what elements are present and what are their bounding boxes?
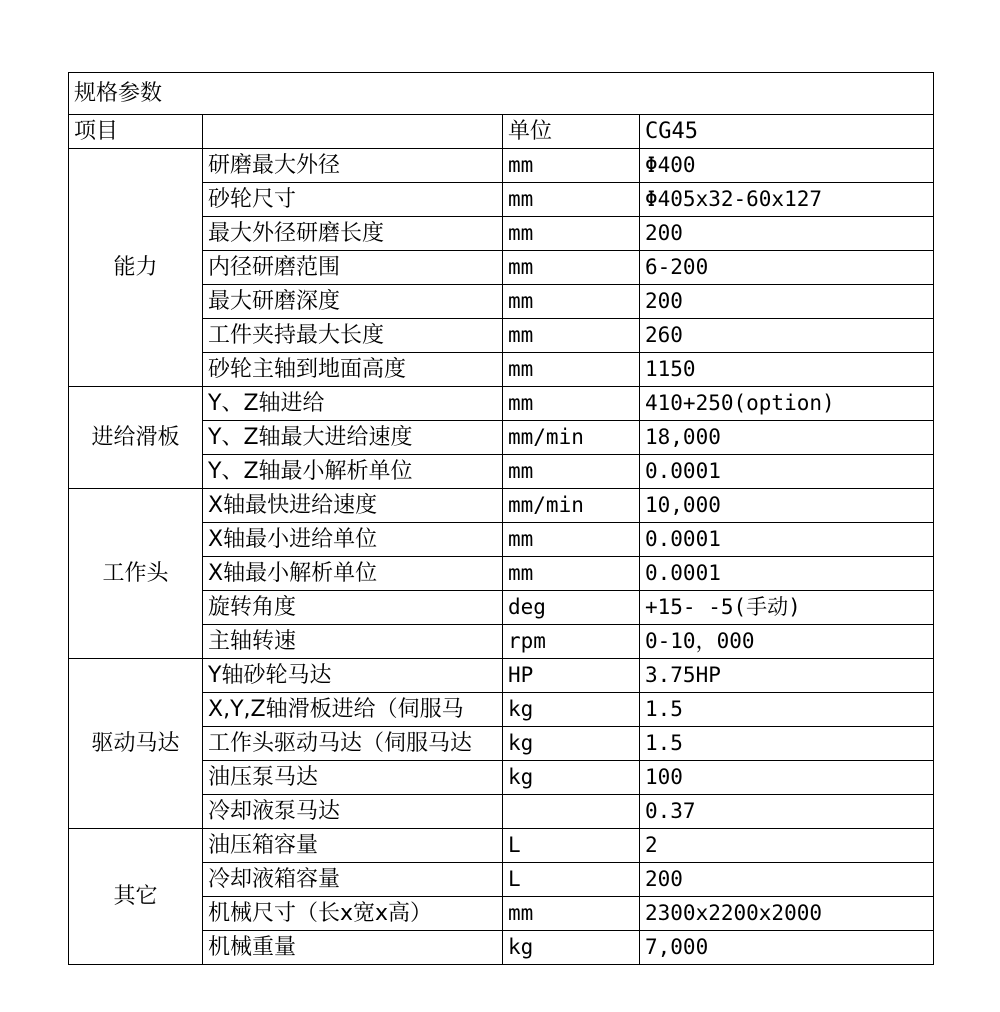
spec-value: +15- -5(手动) (640, 591, 934, 625)
spec-value: 10,000 (640, 489, 934, 523)
spec-unit: mm (503, 455, 640, 489)
spec-label: 工作头驱动马达（伺服马达 (203, 727, 503, 761)
spec-unit: mm/min (503, 489, 640, 523)
header-model: CG45 (640, 115, 934, 149)
spec-table (68, 72, 934, 965)
spec-label: 砂轮主轴到地面高度 (203, 353, 503, 387)
spec-unit: mm (503, 149, 640, 183)
spec-unit: L (503, 863, 640, 897)
spec-label: 油压箱容量 (203, 829, 503, 863)
group-label: 驱动马达 (69, 659, 203, 829)
spec-value: 200 (640, 863, 934, 897)
group-label: 其它 (69, 829, 203, 965)
spec-unit: kg (503, 693, 640, 727)
spec-value: 0.0001 (640, 455, 934, 489)
spec-value: 200 (640, 285, 934, 319)
table-title: 规格参数 (69, 73, 934, 115)
spec-label: 砂轮尺寸 (203, 183, 503, 217)
table-row (69, 149, 934, 183)
table-row (69, 659, 934, 693)
spec-unit: mm (503, 183, 640, 217)
spec-unit: mm (503, 251, 640, 285)
spec-label: Y轴砂轮马达 (203, 659, 503, 693)
spec-value: 1150 (640, 353, 934, 387)
spec-value: Φ405x32-60x127 (640, 183, 934, 217)
spec-label: 冷却液箱容量 (203, 863, 503, 897)
spec-unit: deg (503, 591, 640, 625)
spec-value: 260 (640, 319, 934, 353)
spec-label: Y、Z轴最小解析单位 (203, 455, 503, 489)
spec-label: X,Y,Z轴滑板进给（伺服马 (203, 693, 503, 727)
spec-value: 7,000 (640, 931, 934, 965)
spec-label: 工件夹持最大长度 (203, 319, 503, 353)
spec-unit: mm/min (503, 421, 640, 455)
table-row (69, 387, 934, 421)
spec-label: Y、Z轴最大进给速度 (203, 421, 503, 455)
spec-label: 主轴转速 (203, 625, 503, 659)
spec-label: 最大外径研磨长度 (203, 217, 503, 251)
spec-unit: mm (503, 557, 640, 591)
spec-value: 3.75HP (640, 659, 934, 693)
spec-unit: kg (503, 727, 640, 761)
spec-value: 200 (640, 217, 934, 251)
spec-unit: mm (503, 387, 640, 421)
spec-unit (503, 795, 640, 829)
spec-unit: rpm (503, 625, 640, 659)
spec-label: 油压泵马达 (203, 761, 503, 795)
spec-unit: mm (503, 285, 640, 319)
spec-label: 旋转角度 (203, 591, 503, 625)
spec-unit: HP (503, 659, 640, 693)
group-label: 进给滑板 (69, 387, 203, 489)
spec-label: 冷却液泵马达 (203, 795, 503, 829)
header-item: 项目 (69, 115, 203, 149)
spec-value: Φ400 (640, 149, 934, 183)
group-label: 工作头 (69, 489, 203, 659)
spec-unit: kg (503, 931, 640, 965)
header-row (69, 115, 934, 149)
spec-label: 机械重量 (203, 931, 503, 965)
spec-label: X轴最小进给单位 (203, 523, 503, 557)
table-row (69, 489, 934, 523)
spec-unit: mm (503, 217, 640, 251)
spec-unit: mm (503, 319, 640, 353)
title-row (69, 73, 934, 115)
header-blank (203, 115, 503, 149)
spec-value: 100 (640, 761, 934, 795)
header-unit: 单位 (503, 115, 640, 149)
spec-value: 2 (640, 829, 934, 863)
table-row (69, 829, 934, 863)
spec-value: 0.37 (640, 795, 934, 829)
spec-label: 机械尺寸（长x宽x高） (203, 897, 503, 931)
spec-unit: L (503, 829, 640, 863)
spec-value: 1.5 (640, 727, 934, 761)
spec-value: 410+250(option) (640, 387, 934, 421)
spec-label: 内径研磨范围 (203, 251, 503, 285)
spec-value: 1.5 (640, 693, 934, 727)
spec-value: 2300x2200x2000 (640, 897, 934, 931)
spec-value: 0-10，000 (640, 625, 934, 659)
spec-value: 6-200 (640, 251, 934, 285)
spec-label: 最大研磨深度 (203, 285, 503, 319)
spec-value: 0.0001 (640, 523, 934, 557)
group-label: 能力 (69, 149, 203, 387)
spec-value: 0.0001 (640, 557, 934, 591)
spec-unit: mm (503, 897, 640, 931)
spec-unit: kg (503, 761, 640, 795)
spec-label: 研磨最大外径 (203, 149, 503, 183)
spec-label: Y、Z轴进给 (203, 387, 503, 421)
spec-label: X轴最小解析单位 (203, 557, 503, 591)
spec-label: X轴最快进给速度 (203, 489, 503, 523)
spec-unit: mm (503, 523, 640, 557)
spec-value: 18,000 (640, 421, 934, 455)
spec-unit: mm (503, 353, 640, 387)
